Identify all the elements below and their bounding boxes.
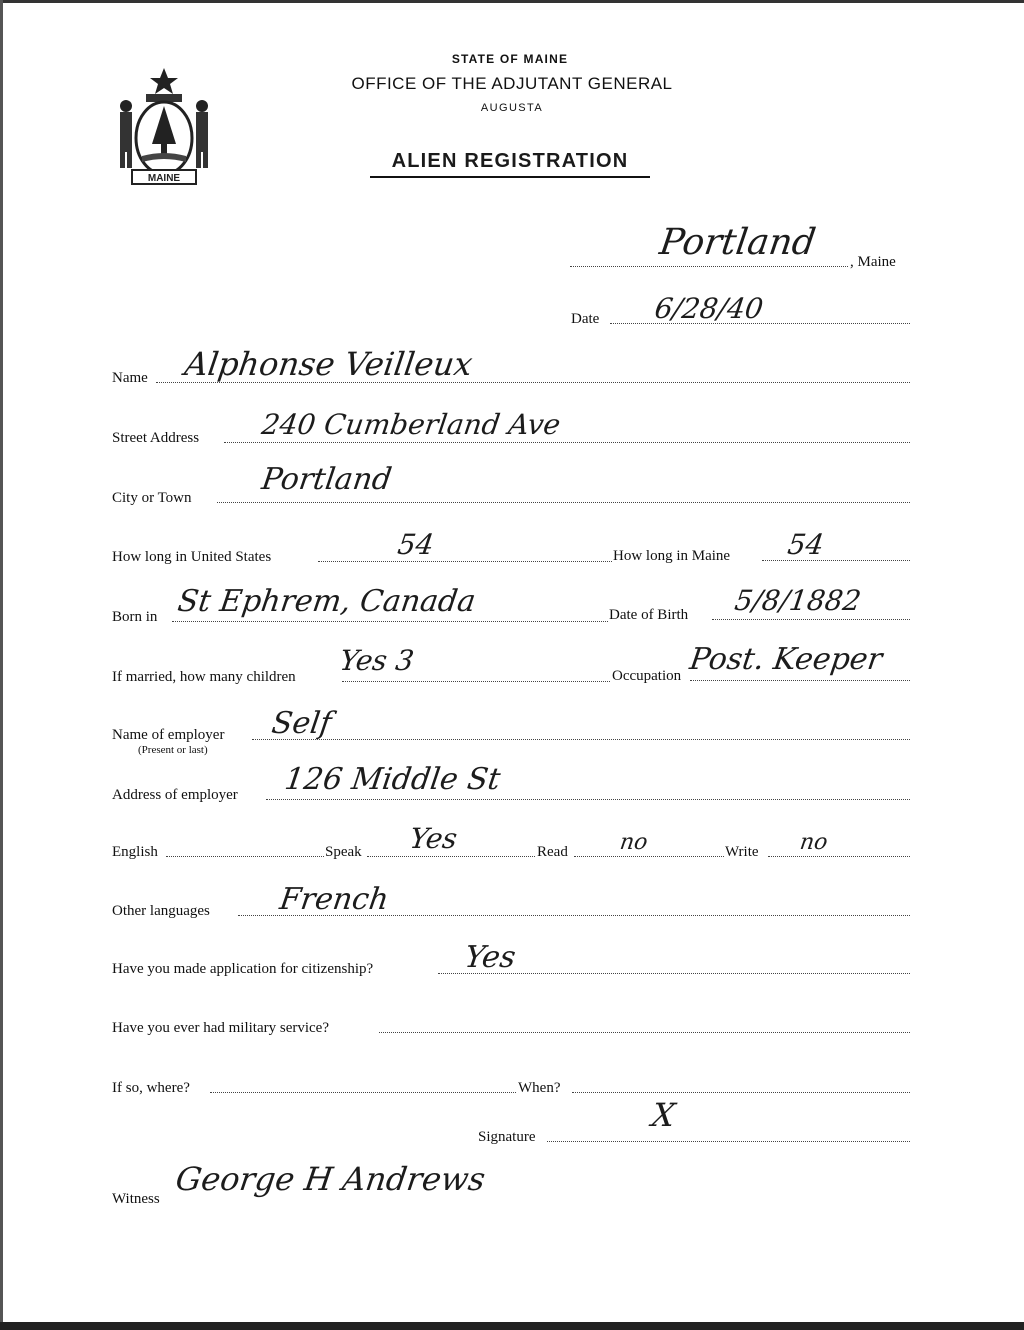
street-label: Street Address	[112, 430, 200, 446]
city-heading: AUGUSTA	[480, 102, 544, 114]
street-line	[224, 442, 910, 443]
city-label: City or Town	[112, 490, 192, 506]
where-line	[210, 1092, 516, 1093]
employer-line	[252, 739, 910, 740]
english-line	[166, 856, 324, 857]
how-long-maine-label: How long in Maine	[613, 548, 731, 564]
date-label: Date	[571, 311, 600, 327]
signature-value: X	[649, 1096, 678, 1134]
witness-value: George H Andrews	[173, 1160, 488, 1198]
name-label: Name	[112, 370, 148, 386]
military-line	[379, 1032, 910, 1033]
scan-edge-top	[0, 0, 1024, 3]
how-long-us-value: 54	[395, 528, 436, 561]
witness-label: Witness	[112, 1191, 160, 1207]
write-value: no	[798, 830, 830, 855]
employer-sublabel: (Present or last)	[138, 744, 208, 756]
employer-value: Self	[269, 706, 334, 741]
other-languages-label: Other languages	[112, 903, 210, 919]
office-heading: OFFICE OF THE ADJUTANT GENERAL	[351, 74, 673, 93]
how-long-maine-line	[762, 560, 910, 561]
how-long-us-label: How long in United States	[112, 549, 272, 565]
how-long-us-line	[318, 561, 612, 562]
write-label: Write	[725, 844, 759, 860]
signature-line	[547, 1141, 910, 1142]
city-line	[217, 502, 910, 503]
signature-label: Signature	[478, 1129, 536, 1145]
state-heading: STATE OF MAINE	[451, 52, 569, 66]
citizenship-value: Yes	[462, 940, 518, 975]
read-line	[574, 856, 724, 857]
read-label: Read	[537, 844, 568, 860]
place-line	[570, 266, 848, 267]
employer-address-line	[266, 799, 910, 800]
name-value: Alphonse Veilleux	[182, 345, 475, 383]
born-in-label: Born in	[112, 609, 158, 625]
form-title: ALIEN REGISTRATION	[370, 150, 650, 178]
employer-address-label: Address of employer	[112, 787, 238, 803]
write-line	[768, 856, 910, 857]
speak-value: Yes	[407, 822, 460, 855]
when-label: When?	[518, 1080, 561, 1096]
where-label: If so, where?	[112, 1080, 190, 1096]
city-value: Portland	[259, 462, 394, 497]
speak-label: Speak	[325, 844, 362, 860]
born-in-line	[172, 621, 608, 622]
place-value: Portland	[657, 222, 819, 263]
other-languages-value: French	[277, 882, 391, 917]
married-line	[342, 681, 610, 682]
employer-address-value: 126 Middle St	[282, 762, 503, 797]
date-value: 6/28/40	[652, 292, 766, 325]
military-label: Have you ever had military service?	[112, 1020, 329, 1036]
married-label: If married, how many children	[112, 669, 296, 685]
married-value: Yes 3	[337, 644, 417, 677]
occupation-value: Post. Keeper	[687, 642, 885, 677]
scan-edge-bottom	[0, 1322, 1024, 1330]
english-label: English	[112, 844, 158, 860]
when-line	[572, 1092, 910, 1093]
date-of-birth-line	[712, 619, 910, 620]
how-long-maine-value: 54	[785, 528, 826, 561]
speak-line	[367, 856, 535, 857]
occupation-label: Occupation	[612, 668, 682, 684]
employer-label: Name of employer	[112, 727, 225, 743]
seal-text: MAINE	[147, 173, 181, 184]
occupation-line	[690, 680, 910, 681]
scan-edge-left	[0, 0, 3, 1330]
citizenship-label: Have you made application for citizenship?	[112, 961, 374, 977]
read-value: no	[618, 830, 650, 855]
maine-label: , Maine	[850, 254, 896, 270]
date-of-birth-label: Date of Birth	[609, 607, 689, 623]
date-of-birth-value: 5/8/1882	[732, 584, 864, 617]
street-value: 240 Cumberland Ave	[259, 408, 563, 441]
born-in-value: St Ephrem, Canada	[175, 584, 478, 619]
